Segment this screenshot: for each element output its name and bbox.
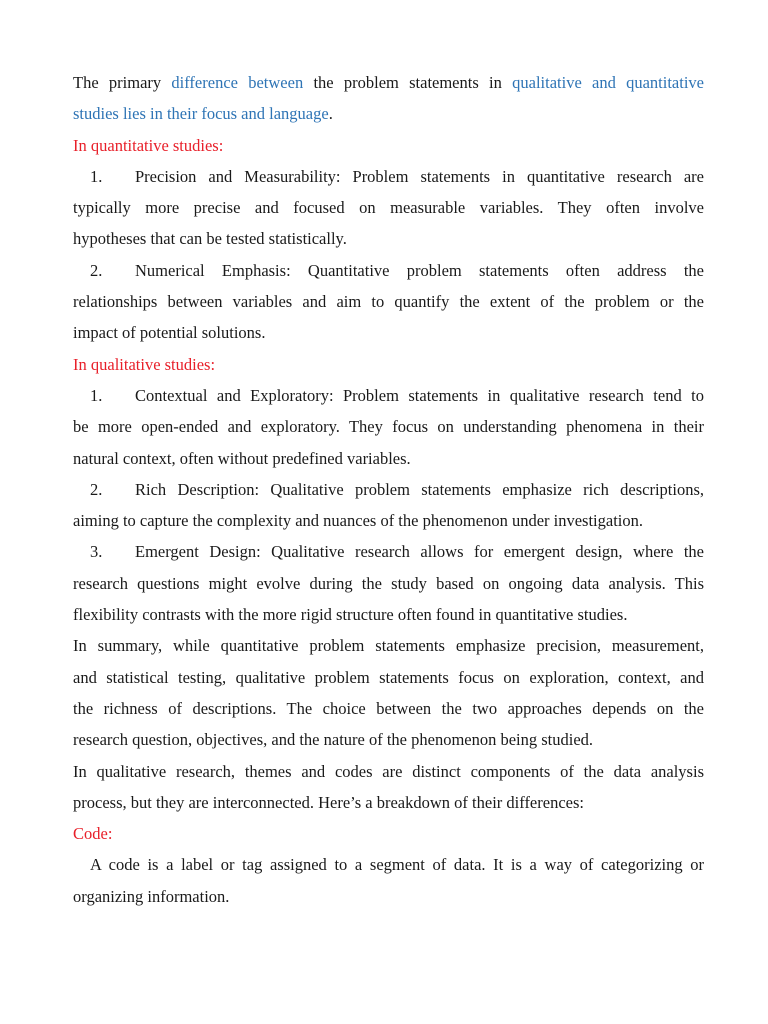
list-number: 3. bbox=[90, 542, 103, 562]
code-line-1: A code is a label or tag assigned to a segment of data. It is a way of categorizing or bbox=[90, 855, 704, 875]
code-heading: Code: bbox=[73, 824, 113, 844]
document-page bbox=[73, 67, 704, 912]
quantitative-item-2-line-2: relationships between variables and aim to quantify the extent of the problem or the bbox=[73, 292, 704, 312]
qualitative-item-2-line-2: aiming to capture the complexity and nuances of the phenomenon under investigation. bbox=[73, 511, 644, 531]
quantitative-item-1-line-3: hypotheses that can be tested statistically. bbox=[73, 229, 347, 249]
quantitative-item-1-line-1 bbox=[73, 161, 704, 192]
highlight-difference-between: difference between bbox=[171, 73, 304, 92]
summary-line-1: In summary, while quantitative problem statements emphasize precision, measurement, bbox=[73, 636, 704, 656]
summary-line-4: research question, objectives, and the nature of the phenomenon being studied. bbox=[73, 730, 594, 750]
quantitative-item-2-line-3: impact of potential solutions. bbox=[73, 323, 266, 343]
qualitative-item-1-line-1 bbox=[73, 380, 704, 411]
list-number: 1. bbox=[90, 166, 103, 186]
summary-line-2: and statistical testing, qualitative problem statements focus on exploration, context, and bbox=[73, 667, 704, 687]
intro-text: the problem statements in bbox=[303, 73, 513, 92]
code-line-2: organizing information. bbox=[73, 886, 230, 906]
summary-line-3: the richness of descriptions. The choice between the two approaches depends on the bbox=[73, 698, 704, 718]
intro-line-2 bbox=[73, 98, 704, 129]
themes-line-2: process, but they are interconnected. Here’s a breakdown of their differences: bbox=[73, 792, 584, 812]
list-number: 2. bbox=[90, 260, 103, 280]
intro-text: The primary bbox=[73, 73, 172, 92]
qualitative-item-1-line-2: be more open-ended and exploratory. They focus on understanding phenomena in their bbox=[73, 417, 704, 437]
list-text: Rich Description: Qualitative problem statements emphasize rich descriptions, bbox=[135, 479, 704, 499]
list-text: Contextual and Exploratory: Problem statements in qualitative research tend to bbox=[135, 385, 704, 405]
qualitative-item-3-line-2: research questions might evolve during the study based on ongoing data analysis. This bbox=[73, 573, 704, 593]
themes-line-1: In qualitative research, themes and codes are distinct components of the data analysis bbox=[73, 761, 704, 781]
list-text: Numerical Emphasis: Quantitative problem statements often address the bbox=[135, 260, 704, 280]
quantitative-item-2-line-1 bbox=[73, 255, 704, 286]
highlight-qualitative-quantitative: qualitative and quantitative bbox=[512, 73, 704, 92]
list-number: 1. bbox=[90, 385, 103, 405]
qualitative-item-3-line-3: flexibility contrasts with the more rigid structure often found in quantitative studies. bbox=[73, 605, 628, 625]
quantitative-heading: In quantitative studies: bbox=[73, 135, 224, 155]
list-text: Emergent Design: Qualitative research allows for emergent design, where the bbox=[135, 542, 704, 562]
qualitative-item-2-line-1 bbox=[73, 474, 704, 505]
quantitative-item-1-line-2: typically more precise and focused on measurable variables. They often involve bbox=[73, 198, 704, 218]
highlight-focus-language: studies lies in their focus and language bbox=[73, 104, 329, 124]
qualitative-item-1-line-3: natural context, often without predefined variables. bbox=[73, 448, 411, 468]
qualitative-heading: In qualitative studies: bbox=[73, 354, 216, 374]
intro-line-1 bbox=[73, 67, 704, 98]
intro-text: . bbox=[328, 104, 333, 124]
qualitative-item-3-line-1 bbox=[73, 536, 704, 567]
list-text: Precision and Measurability: Problem statements in quantitative research are bbox=[135, 166, 704, 186]
list-number: 2. bbox=[90, 479, 103, 499]
